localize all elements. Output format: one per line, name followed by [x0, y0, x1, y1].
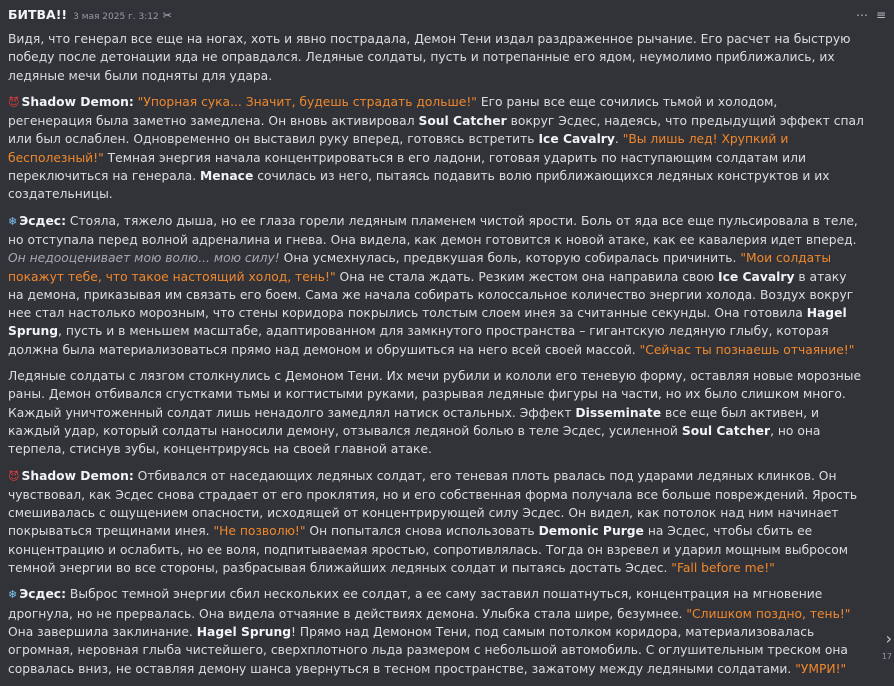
- text: Ледяные солдаты с лязгом столкнулись с Демоном Тени. Их мечи рубили и кололи его теневую форму, оставляя новые морозные раны. Демон отбивался сгустками тьмы и когтистыми руками, разрывая ледяные фигуры на части, но их было слишком много. Каждый уничтоженный солдат лишь ненадолго замедлял натиск остальных. Эффект: [8, 369, 862, 420]
- text: Она не стала ждать. Резким жестом она направила свою: [335, 269, 719, 284]
- snowflake-icon: ❄: [8, 214, 18, 228]
- quote: "УМРИ!": [795, 661, 847, 676]
- paragraph-1: Видя, что генерал все еще на ногах, хоть и явно пострадала, Демон Тени издал раздраженное рычание. Его расчет на быструю победу после детонации яда не оправдался. Ледяные солдаты, пусть и потрепанные его ядом, неумолимо приближались, их ледяные мечи были подняты для удара.: [8, 32, 851, 83]
- text: Его раны все еще сочились тьмой и холодом, регенерация была заметно замедлена. Он вновь активировал: [8, 94, 778, 129]
- author-name[interactable]: БИТВА!!: [8, 7, 68, 22]
- text: вокруг Эсдес, надеясь, что предыдущий эффект спал или был ослаблен. Одновременно он выставил руку вперед, готовясь встретить: [8, 114, 864, 147]
- paragraph-2: [8, 93, 864, 204]
- text: , но она терпела, стиснув зубы, концентрируясь на своей главной атаке.: [8, 423, 821, 457]
- text: Отбивался от наседающих ледяных солдат, его теневая плоть рвалась под ударами ледяных клинков. Он чувствовал, как Эсдес снова страдает от его проклятия, но и его собственная форма получала все больше повреждений. Ярость смешивалась с ощущением опасности, исходящей от концентрирующей силу Эсдес. Он видел, как потолок над ним начинает покрываться трещинами инея.: [8, 468, 858, 539]
- quote: "Не позволю!": [213, 524, 306, 539]
- skill-name: Soul Catcher: [681, 423, 771, 438]
- text: Темная энергия начала концентрироваться в его ладони, готовая ударить по наступающим солдатам или переключиться на генерала.: [8, 150, 806, 184]
- speaker: Shadow Demon:: [21, 468, 134, 483]
- skill-name: Soul Catcher: [418, 114, 507, 129]
- menu-icon[interactable]: ≡: [875, 8, 886, 22]
- text: Она завершила заклинание.: [8, 624, 197, 639]
- skill-name: Disseminate: [575, 405, 662, 420]
- paragraph-5: [8, 467, 864, 578]
- text: на Эсдес, чтобы сбить ее концентрацию и ослабить, но ее воля, подпитываемая яростью, сопротивлялась. Тогда он взревел и ударил мощным выбросом темной энергии во все стороны, разбрасывая ближайших ледяных солдат и пытаясь достать Эсдес.: [8, 524, 849, 576]
- text: Он попытался снова использовать: [305, 524, 539, 539]
- demon-icon: 😈: [8, 469, 20, 483]
- quote: "Мои солдаты покажут тебе, что такое настоящий холод, тень!": [8, 251, 832, 284]
- skill-name: Demonic Purge: [538, 524, 644, 539]
- message-header: [8, 6, 864, 26]
- speaker: Эсдес:: [19, 587, 67, 602]
- chevron-right-icon[interactable]: ›: [885, 629, 892, 648]
- speaker: Эсдес:: [19, 213, 67, 228]
- skill-name: Hagel Sprung: [196, 624, 292, 639]
- text: Она усмехнулась, предвкушая боль, которую собиралась причинить.: [279, 251, 741, 266]
- text: Выброс темной энергии сбил нескольких ее солдат, а ее саму заставил пошатнуться, концентрация на мгновение дрогнула, но не прервалась. Она видела отчаяние в действиях демона. Улыбка стала шире, безумнее.: [8, 587, 823, 621]
- paragraph-6: [8, 585, 864, 677]
- text: в атаку на демона, приказывая им связать его боем. Сама же начала собирать колоссальное количество энергии холода. Воздух вокруг нее стал настолько морозным, что стены коридора покрылись толстым слоем инея за считанные секунды. Она готовила: [8, 269, 854, 321]
- snowflake-icon: ❄: [8, 588, 18, 602]
- text: ! Прямо над Демоном Тени, под самым потолком коридора, материализовалась огромная, неровная глыба чистейшего, сверхплотного льда размером с небольшой автомобиль. С оглушительным треском она сорвалась вниз, не оставляя демону шанса увернуться в тесном пространстве, зажатому между ледяными солдатами.: [8, 624, 848, 676]
- text: , пусть и в меньшем масштабе, адаптированном для замкнутого пространства – гигантскую ледяную глыбу, которая должна была материализоваться прямо над демоном и обрушиться на него всей своей массой.: [8, 324, 829, 357]
- quote: "Сейчас ты познаешь отчаяние!": [639, 342, 855, 357]
- message: [8, 6, 864, 686]
- skill-name: Hagel Sprung: [8, 306, 847, 339]
- more-options-icon[interactable]: ⋯: [855, 8, 868, 22]
- skill-name: Menace: [200, 169, 254, 184]
- text: .: [614, 132, 623, 147]
- text: сочилась из него, пытаясь подавить волю приближающихся ледяных конструктов и их создательницы.: [8, 169, 830, 202]
- quote: "Fall before me!": [671, 561, 775, 576]
- paragraph-3: [8, 212, 864, 359]
- quote: "Слишком поздно, тень!": [686, 606, 851, 621]
- timestamp: 3 мая 2025 г. 3:12: [73, 12, 159, 22]
- quote: "Упорная сука... Значит, будешь страдать дольше!": [137, 94, 477, 109]
- text: все еще был активен, и каждый удар, который солдаты наносили демону, отзывался ледяной болью в теле Эсдес, усиленной: [8, 405, 819, 438]
- scroll-count: 17: [881, 652, 892, 661]
- paragraph-4: [8, 367, 864, 458]
- thought: Он недооценивает мою волю... мою силу!: [8, 251, 280, 266]
- pin-icon: ✂: [162, 9, 172, 22]
- skill-name: Ice Cavalry: [718, 269, 795, 284]
- quote: "Вы лишь лед! Хрупкий и бесполезный!": [8, 132, 789, 165]
- demon-icon: 😈: [8, 95, 20, 109]
- text: Стояла, тяжело дыша, но ее глаза горели ледяным пламенем чистой ярости. Боль от яда все еще пульсировала в теле, но отступала перед волной адреналина и гнева. Она видела, как демон готовится к новой атаке, как ее кавалерия идет вперед.: [8, 213, 858, 247]
- skill-name: Ice Cavalry: [538, 132, 615, 147]
- speaker: Shadow Demon:: [21, 94, 134, 109]
